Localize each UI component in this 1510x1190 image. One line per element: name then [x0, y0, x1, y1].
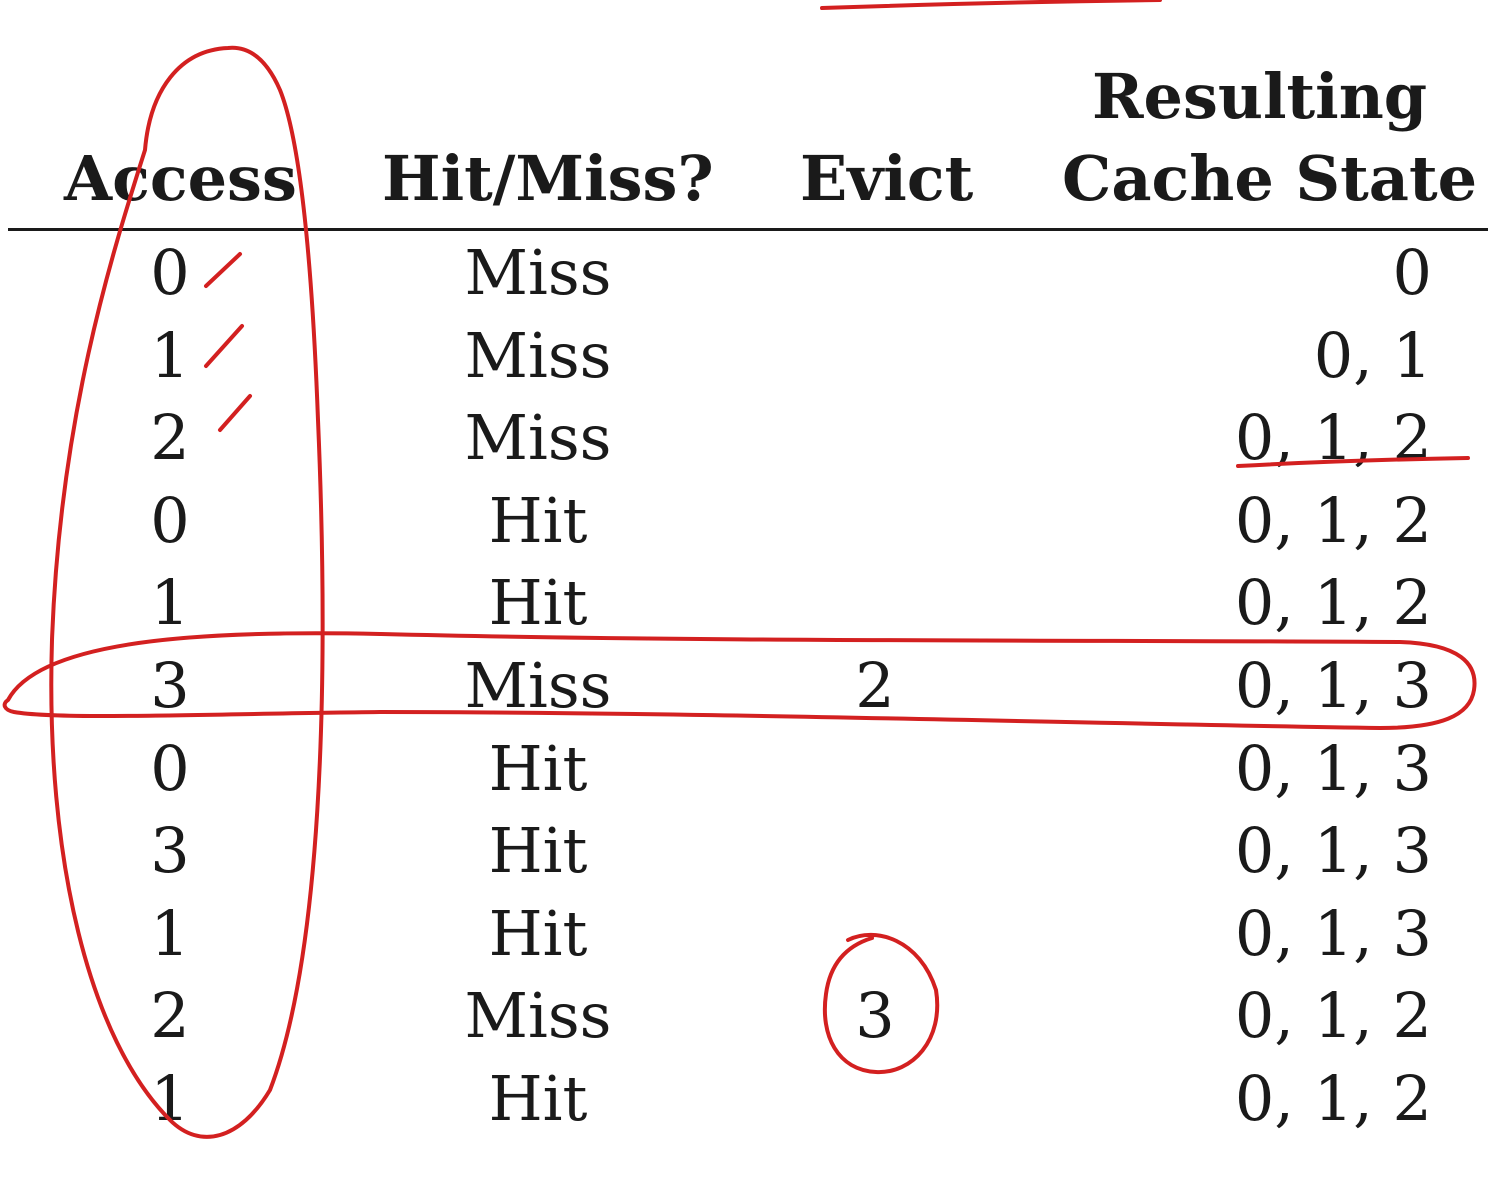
- hit-miss-cell: Hit: [488, 1061, 588, 1135]
- evict-cell: [800, 1058, 950, 1141]
- top-ink-stroke: [822, 0, 1160, 8]
- cache-state-cell: 0, 1, 3: [1234, 648, 1432, 722]
- table-row: [0, 728, 1510, 811]
- hit-miss-cell: Hit: [488, 814, 588, 888]
- evict-cell: [800, 480, 950, 563]
- evict-cell: 2: [855, 648, 895, 722]
- hit-miss-cell: Miss: [464, 401, 612, 475]
- evict-cell: [800, 810, 950, 893]
- cache-state-cell: 0, 1, 2: [1234, 566, 1432, 640]
- header-resulting-line2: Cache State: [1062, 142, 1478, 215]
- cache-state-cell: 0, 1, 3: [1234, 814, 1432, 888]
- header-access: Access: [64, 142, 297, 215]
- evict-cell: [800, 728, 950, 811]
- evict-cell: [800, 232, 950, 315]
- hit-miss-cell: Miss: [464, 236, 612, 309]
- access-cell: 0: [150, 236, 190, 309]
- table-row: [0, 232, 1510, 315]
- hit-miss-cell: Hit: [488, 483, 588, 557]
- table-row: [0, 480, 1510, 563]
- evict-cell: [800, 315, 950, 398]
- cache-state-cell: 0, 1, 2: [1234, 1061, 1432, 1135]
- hit-miss-cell: Miss: [464, 318, 612, 392]
- cache-state-cell: 0, 1, 2: [1234, 401, 1432, 475]
- table-body: [0, 232, 1510, 1141]
- access-cell: 3: [150, 814, 190, 888]
- evict-cell: [800, 562, 950, 645]
- cache-state-cell: 0, 1: [1313, 318, 1432, 392]
- hit-miss-cell: Hit: [488, 731, 588, 805]
- access-cell: 0: [150, 731, 190, 805]
- table-row: [0, 562, 1510, 645]
- cache-state-cell: 0: [1392, 236, 1432, 309]
- header-hit-miss: Hit/Miss?: [382, 142, 714, 215]
- table-row: [0, 315, 1510, 398]
- evict-cell: 3: [855, 979, 895, 1053]
- hit-miss-cell: Miss: [464, 648, 612, 722]
- access-cell: 1: [150, 318, 190, 392]
- hit-miss-cell: Miss: [464, 979, 612, 1053]
- hit-miss-cell: Hit: [488, 566, 588, 640]
- cache-state-cell: 0, 1, 3: [1234, 896, 1432, 970]
- table-row: [0, 893, 1510, 976]
- table-row: [0, 975, 1510, 1058]
- table-row: [0, 397, 1510, 480]
- access-cell: 2: [150, 401, 190, 475]
- cache-state-cell: 0, 1, 3: [1234, 731, 1432, 805]
- table-row: [0, 810, 1510, 893]
- table-row: [0, 1058, 1510, 1141]
- hit-miss-cell: Hit: [488, 896, 588, 970]
- access-cell: 1: [150, 1061, 190, 1135]
- table-row: [0, 645, 1510, 728]
- access-cell: 1: [150, 896, 190, 970]
- access-cell: 0: [150, 483, 190, 557]
- cache-state-cell: 0, 1, 2: [1234, 979, 1432, 1053]
- access-cell: 2: [150, 979, 190, 1053]
- cache-state-cell: 0, 1, 2: [1234, 483, 1432, 557]
- header-evict: Evict: [800, 142, 974, 215]
- evict-cell: [800, 397, 950, 480]
- header-resulting-line1: Resulting: [1092, 60, 1428, 133]
- access-cell: 1: [150, 566, 190, 640]
- access-cell: 3: [150, 648, 190, 722]
- header-rule: [8, 228, 1488, 231]
- evict-cell: [800, 893, 950, 976]
